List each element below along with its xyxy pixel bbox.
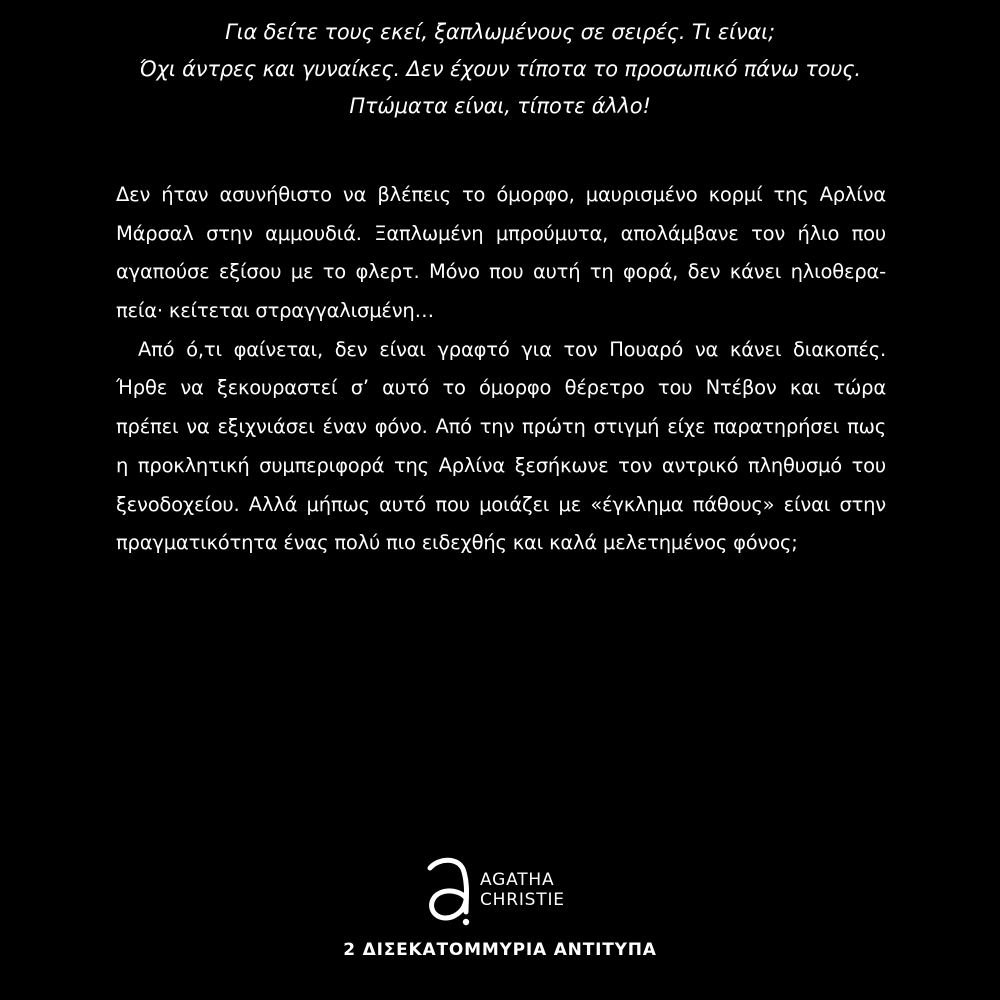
- footer-tagline: 2 ΔΙΣΕΚΑΤΟΜΜΥΡΙΑ ΑΝΤΙΤΥΠΑ: [343, 940, 657, 960]
- epigraph-line: Πτώματα είναι, τίποτε άλλο!: [349, 94, 651, 118]
- blurb-line: πρέπει να εξιχνιάσει έναν φόνο. Από την πρώτη στιγμή είχε παρατηρήσει πως: [116, 415, 886, 439]
- blurb-line: αγαπούσε εξίσου με το φλερτ. Μόνο που αυτή τη φορά, δεν κάνει ηλιοθερα-: [116, 260, 886, 284]
- brand-line-2: CHRISTIE: [480, 890, 565, 910]
- epigraph-line: Όχι άντρες και γυναίκες. Δεν έχουν τίποτα το προσωπικό πάνω τους.: [139, 57, 861, 81]
- blurb-line: Από ό,τι φαίνεται, δεν είναι γραφτό για τον Πουαρό να κάνει διακοπές.: [138, 337, 886, 361]
- brand-name: [480, 870, 565, 910]
- blurb-line: Μάρσαλ στην αμμουδιά. Ξαπλωμένη μπρούμυτα, απολάμβανε τον ήλιο που: [116, 221, 886, 245]
- blurb-line: η προκλητική συμπεριφορά της Αρλίνα ξεσήκωνε τον αντρικό πληθυσμό του: [116, 453, 886, 477]
- epigraph-line: Για δείτε τους εκεί, ξαπλωμένους σε σειρές. Τι είναι;: [225, 20, 775, 44]
- blurb-text: [116, 176, 886, 563]
- blurb-line: ξενοδοχείου. Αλλά μήπως αυτό που μοιάζει με «έγκλημα πάθους» είναι στην: [116, 492, 886, 516]
- brand-line-1: AGATHA: [480, 870, 555, 890]
- publisher-logo: [422, 852, 592, 932]
- agatha-christie-a-monogram-icon: [422, 852, 478, 932]
- blurb-line: Ήρθε να ξεκουραστεί σ’ αυτό το όμορφο θέρετρο του Ντέβον και τώρα: [116, 376, 886, 400]
- blurb-line: πεία· κείτεται στραγγαλισμένη…: [116, 299, 434, 323]
- epigraph-quote: [60, 14, 940, 125]
- blurb-line: Δεν ήταν ασυνήθιστο να βλέπεις το όμορφο, μαυρισμένο κορμί της Αρλίνα: [116, 183, 886, 206]
- blurb-line: πραγματικότητα ένας πολύ πιο ειδεχθής και καλά μελετημένος φόνος;: [116, 531, 798, 555]
